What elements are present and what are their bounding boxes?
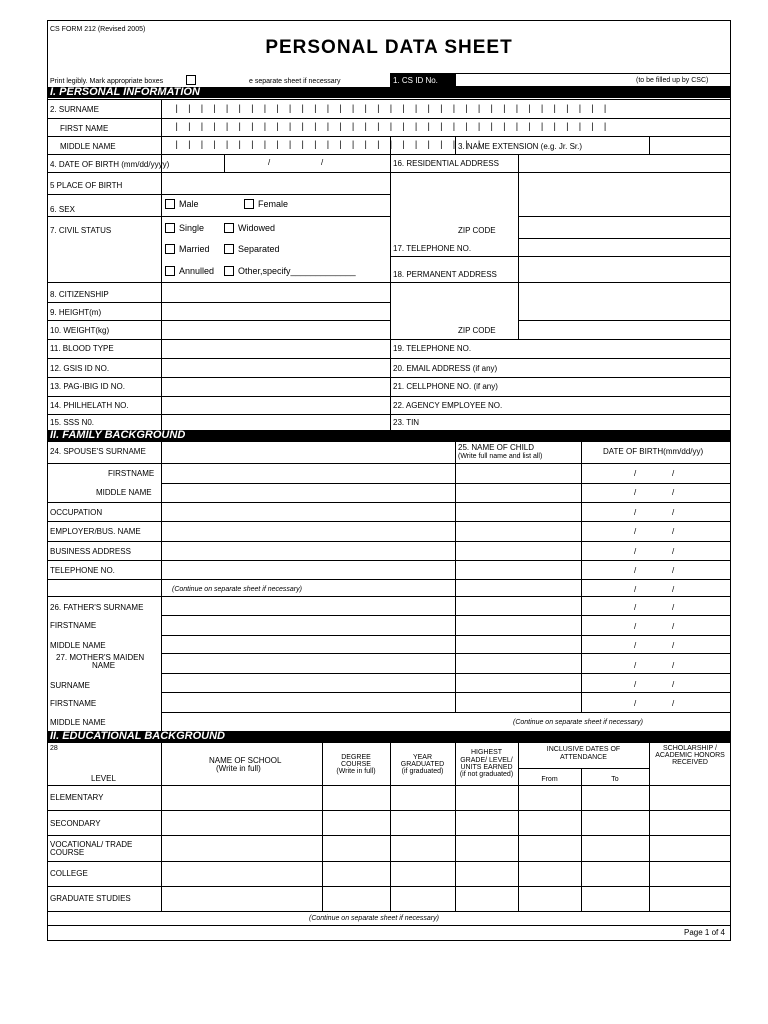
spouse-surname-label: 24. SPOUSE'S SURNAME <box>50 447 146 456</box>
rule <box>161 742 162 911</box>
mother-middlename-label: MIDDLE NAME <box>50 718 106 727</box>
year-subheader: (if graduated) <box>401 768 444 775</box>
date-slash: / <box>672 699 675 708</box>
dates-header: ATTENDANCE <box>560 754 607 761</box>
date-slash: / <box>634 603 637 612</box>
honors-header: ACADEMIC HONORS <box>655 752 725 759</box>
rule <box>47 118 731 119</box>
telephone-label: 19. TELEPHONE NO. <box>393 344 472 353</box>
rule <box>47 742 731 743</box>
level-elementary: ELEMENTARY <box>50 793 104 802</box>
occupation-label: OCCUPATION <box>50 508 103 517</box>
date-slash: / <box>634 699 637 708</box>
citizenship-label: 8. CITIZENSHIP <box>50 290 109 299</box>
honors-header: RECEIVED <box>672 759 708 766</box>
separated-label: Separated <box>238 244 280 254</box>
rule <box>161 99 162 430</box>
rule <box>47 320 390 321</box>
father-firstname-label: FIRSTNAME <box>50 621 97 630</box>
from-header: From <box>541 776 558 783</box>
rule <box>47 339 731 340</box>
widowed-label: Widowed <box>238 223 276 233</box>
rule <box>47 154 731 155</box>
surname-label: 2. SURNAME <box>50 105 99 114</box>
blood-type-label: 11. BLOOD TYPE <box>50 344 114 353</box>
rule <box>161 441 162 731</box>
rule <box>47 925 731 926</box>
date-slash: / <box>672 585 675 594</box>
rule <box>47 136 731 137</box>
level-graduate: GRADUATE STUDIES <box>50 894 131 903</box>
rule <box>47 911 731 912</box>
instructions-left: Print legibly. Mark appropriate boxes <box>50 78 164 85</box>
annulled-label: Annulled <box>179 266 215 276</box>
pob-label: 5 PLACE OF BIRTH <box>50 181 123 190</box>
year-header: GRADUATED <box>400 761 445 768</box>
degree-header: DEGREE <box>341 754 371 761</box>
rule <box>518 154 519 339</box>
degree-header: COURSE <box>341 761 371 768</box>
residential-address-label: 16. RESIDENTIAL ADDRESS <box>393 159 499 168</box>
page-number: Page 1 of 4 <box>684 928 725 937</box>
middle-name-label: MIDDLE NAME <box>60 142 116 151</box>
date-slash: / <box>634 547 637 556</box>
rule <box>47 282 731 283</box>
zip-code-label: ZIP CODE <box>458 226 496 235</box>
mother-firstname-label: FIRSTNAME <box>50 699 97 708</box>
highest-header: UNITS EARNED <box>460 764 513 771</box>
rule <box>161 692 731 693</box>
cs-id-note: (to be filled up by CSC) <box>636 77 709 84</box>
date-slash: / <box>634 527 637 536</box>
level-secondary: SECONDARY <box>50 819 101 828</box>
rule <box>518 238 731 239</box>
spouse-firstname-label: FIRSTNAME <box>108 469 155 478</box>
rule <box>47 579 731 580</box>
rule <box>518 216 731 217</box>
instructions-right: e separate sheet if necessary <box>249 78 341 85</box>
date-slash: / <box>634 661 637 670</box>
rule <box>518 320 731 321</box>
date-slash: / <box>634 641 637 650</box>
instruction-checkbox <box>186 75 196 85</box>
rule <box>161 615 731 616</box>
pagibig-label: 13. PAG-IBIG ID NO. <box>50 382 125 391</box>
section-education-title: II. EDUCATIONAL BACKGROUND <box>50 730 225 742</box>
rule <box>161 673 731 674</box>
to-header: To <box>611 776 619 783</box>
date-slash: / <box>634 585 637 594</box>
permanent-address-label: 18. PERMANENT ADDRESS <box>393 270 497 279</box>
date-slash: / <box>672 508 675 517</box>
rule <box>47 358 731 359</box>
agency-employee-label: 22. AGENCY EMPLOYEE NO. <box>393 401 503 410</box>
father-middlename-label: MIDDLE NAME <box>50 641 106 650</box>
rule <box>581 768 582 911</box>
page-title: PERSONAL DATA SHEET <box>265 37 513 58</box>
rule <box>47 835 731 836</box>
civil-status-label: 7. CIVIL STATUS <box>50 226 112 235</box>
firstname-letter-boxes[interactable]: ||||||||||||||||||||||||||||||||||| <box>174 122 616 132</box>
mother-maiden-label: 27. MOTHER'S MAIDEN <box>56 653 145 662</box>
rule <box>581 441 582 712</box>
rule <box>390 136 391 430</box>
rule <box>47 861 731 862</box>
section-family-background <box>47 430 731 441</box>
date-slash: / <box>672 603 675 612</box>
dob-slash: / <box>268 158 271 167</box>
dob-label: 4. DATE OF BIRTH (mm/dd/yyyy) <box>50 160 170 169</box>
form-code: CS FORM 212 (Revised 2005) <box>50 26 146 33</box>
other-label: Other,specify_____________ <box>238 266 356 276</box>
rule <box>161 712 731 713</box>
date-slash: / <box>634 488 637 497</box>
philhealth-label: 14. PHILHELATH NO. <box>50 401 129 410</box>
weight-label: 10. WEIGHT(kg) <box>50 326 110 335</box>
level-header: LEVEL <box>91 774 116 783</box>
separated-checkbox[interactable] <box>224 244 234 254</box>
level-vocational-course: COURSE <box>50 848 85 857</box>
date-slash: / <box>634 622 637 631</box>
rule <box>649 742 650 911</box>
year-header: YEAR <box>412 754 433 761</box>
rule <box>47 463 731 464</box>
date-slash: / <box>634 680 637 689</box>
rule <box>518 768 649 769</box>
email-label: 20. EMAIL ADDRESS (if any) <box>393 364 498 373</box>
continue-note: (Continue on separate sheet if necessary) <box>513 719 643 726</box>
rule <box>518 742 519 911</box>
section-family-title: II. FAMILY BACKGROUND <box>50 429 186 441</box>
item-number: 28 <box>50 745 58 752</box>
rule <box>47 194 390 195</box>
rule <box>47 216 390 217</box>
date-slash: / <box>672 469 675 478</box>
dates-header: INCLUSIVE DATES OF <box>546 746 621 753</box>
widowed-checkbox[interactable] <box>224 223 234 233</box>
rule <box>390 256 731 257</box>
date-slash: / <box>672 622 675 631</box>
rule <box>47 541 731 542</box>
rule <box>224 154 225 172</box>
rule <box>47 99 731 100</box>
rule <box>161 635 731 636</box>
child-dob-header: DATE OF BIRTH(mm/dd/yy) <box>603 447 704 456</box>
sex-label: 6. SEX <box>50 205 75 214</box>
gsis-label: 12. GSIS ID NO. <box>50 364 110 373</box>
date-slash: / <box>672 661 675 670</box>
telephone-label: TELEPHONE NO. <box>50 566 115 575</box>
rule <box>47 172 731 173</box>
father-surname-label: 26. FATHER'S SURNAME <box>50 603 144 612</box>
name-extension-label: 3. NAME EXTENSION (e.g. Jr. Sr.) <box>458 142 583 151</box>
date-slash: / <box>672 641 675 650</box>
rule <box>649 136 650 154</box>
spouse-middlename-label: MIDDLE NAME <box>96 488 152 497</box>
date-slash: / <box>634 508 637 517</box>
rule <box>47 302 390 303</box>
annulled-checkbox[interactable] <box>165 266 175 276</box>
date-slash: / <box>634 566 637 575</box>
rule <box>47 560 731 561</box>
rule <box>161 653 731 654</box>
date-slash: / <box>672 566 675 575</box>
dob-slash: / <box>321 158 324 167</box>
continue-note: (Continue on separate sheet if necessary) <box>172 586 302 593</box>
tin-label: 23. TIN <box>393 418 420 427</box>
surname-letter-boxes[interactable]: ||||||||||||||||||||||||||||||||||| <box>174 104 616 114</box>
section-personal-title: I. PERSONAL INFORMATION <box>50 86 200 98</box>
date-slash: / <box>672 488 675 497</box>
female-checkbox[interactable] <box>244 199 254 209</box>
female-label: Female <box>258 199 289 209</box>
single-checkbox[interactable] <box>165 223 175 233</box>
section-personal-information <box>47 87 731 98</box>
degree-subheader: (Write in full) <box>336 768 376 775</box>
married-label: Married <box>179 244 210 254</box>
single-label: Single <box>179 223 205 233</box>
child-name-header: 25. NAME OF CHILD <box>458 443 535 452</box>
date-slash: / <box>634 469 637 478</box>
male-label: Male <box>179 199 199 209</box>
date-slash: / <box>672 547 675 556</box>
other-checkbox[interactable] <box>224 266 234 276</box>
form-frame <box>47 20 731 941</box>
rule <box>47 810 731 811</box>
child-name-subheader: (Write full name and list all) <box>458 453 543 460</box>
rule <box>47 441 731 442</box>
height-label: 9. HEIGHT(m) <box>50 308 102 317</box>
rule <box>47 785 731 786</box>
rule <box>47 396 731 397</box>
employer-label: EMPLOYER/BUS. NAME <box>50 527 141 536</box>
continue-note: (Continue on separate sheet if necessary) <box>309 915 439 922</box>
highest-subheader: (if not graduated) <box>459 771 514 778</box>
mother-surname-label: SURNAME <box>50 681 91 690</box>
rule <box>47 377 731 378</box>
rule <box>47 414 731 415</box>
married-checkbox[interactable] <box>165 244 175 254</box>
school-subheader: (Write in full) <box>216 764 261 773</box>
date-slash: / <box>672 527 675 536</box>
business-address-label: BUSINESS ADDRESS <box>50 547 131 556</box>
rule <box>47 521 731 522</box>
rule <box>47 886 731 887</box>
sss-label: 15. SSS N0. <box>50 418 95 427</box>
rule <box>47 596 731 597</box>
rule <box>455 441 456 712</box>
cs-id-label: 1. CS ID No. <box>393 76 438 85</box>
highest-header: HIGHEST <box>470 749 503 756</box>
mother-maiden-label: NAME <box>92 661 116 670</box>
school-header: NAME OF SCHOOL <box>209 756 282 765</box>
date-slash: / <box>672 680 675 689</box>
highest-header: GRADE/ LEVEL/ <box>460 757 513 764</box>
level-vocational: VOCATIONAL/ TRADE <box>50 840 133 849</box>
zip-code-label: ZIP CODE <box>458 326 496 335</box>
middlename-letter-boxes[interactable]: ||||||||||||||||||||||||| <box>174 140 490 150</box>
section-educational-background <box>47 731 731 742</box>
rule <box>161 483 731 484</box>
rule <box>47 502 731 503</box>
cellphone-label: 21. CELLPHONE NO. (if any) <box>393 382 498 391</box>
male-checkbox[interactable] <box>165 199 175 209</box>
honors-header: SCHOLARSHIP / <box>663 745 717 752</box>
telephone-label: 17. TELEPHONE NO. <box>393 244 472 253</box>
level-college: COLLEGE <box>50 869 88 878</box>
first-name-label: FIRST NAME <box>60 124 109 133</box>
